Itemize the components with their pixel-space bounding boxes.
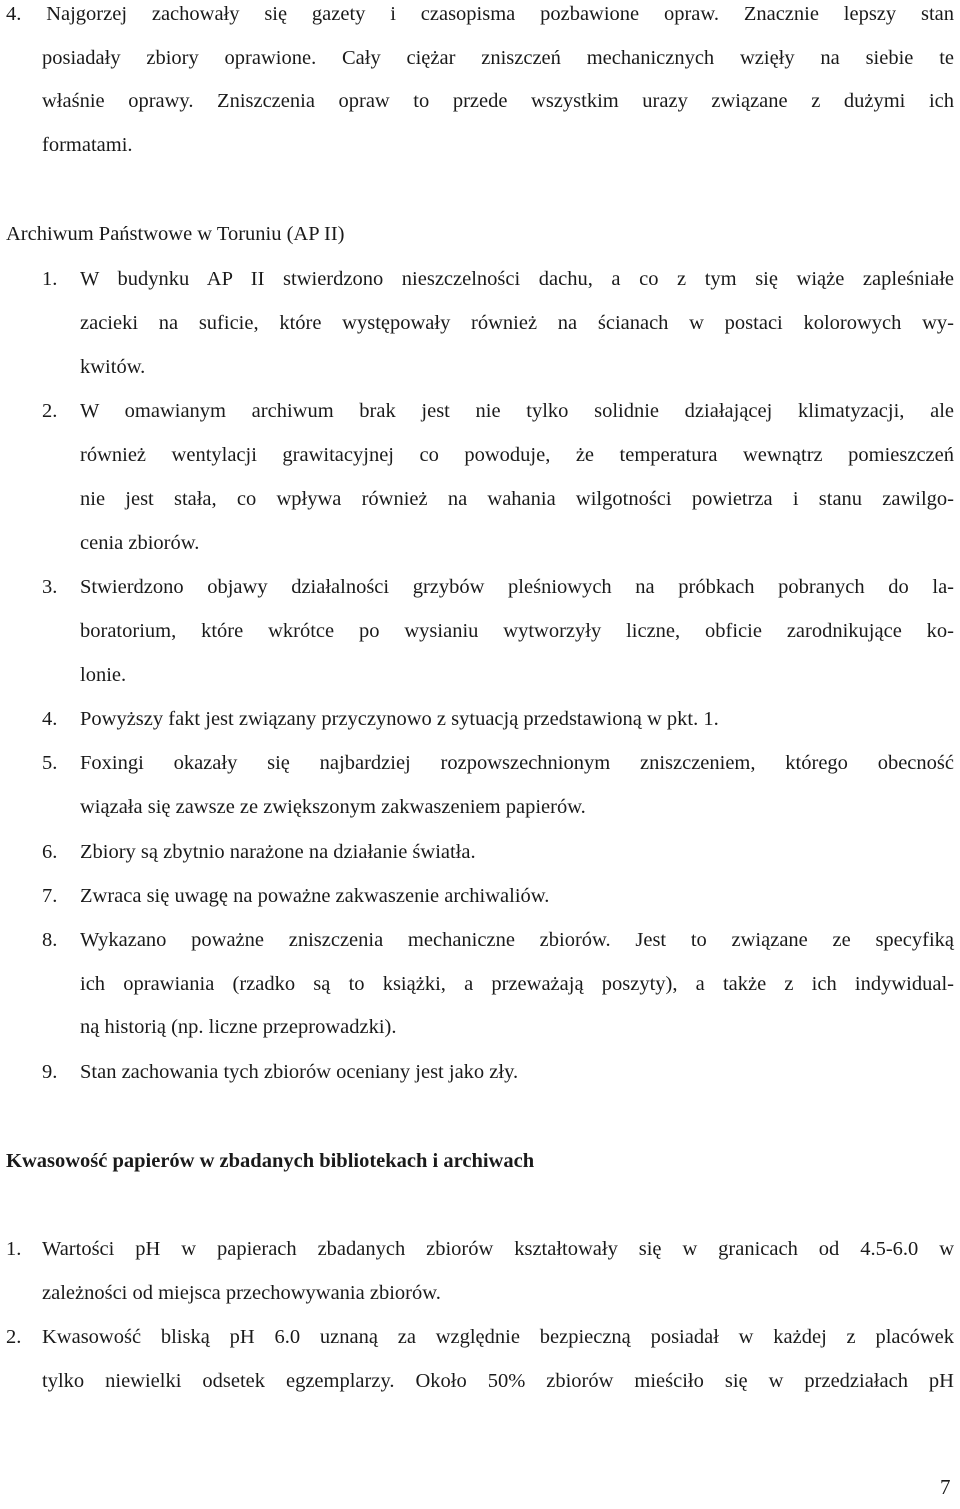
list-item-line: W budynku AP II stwierdzono nieszczelności dachu, a co z tym się wiąże zapleśniałe (80, 268, 954, 290)
list-item-line: zależności od miejsca przechowywania zbiorów. (42, 1282, 441, 1304)
list-item-line: kwitów. (80, 356, 146, 378)
text-line: 4. Najgorzej zachowały się gazety i czasopisma pozbawione opraw. Znacznie lepszy stan (6, 3, 954, 25)
list-number: 3. (42, 576, 58, 598)
list-item-line: Powyższy fakt jest związany przyczynowo z sytuacją przedstawioną w pkt. 1. (80, 708, 719, 730)
list-item-line: Wykazano poważne zniszczenia mechaniczne zbiorów. Jest to związane ze specyfiką (80, 929, 954, 951)
list-number: 1. (6, 1238, 22, 1260)
list-item-line: Kwasowość bliską pH 6.0 uznaną za względnie bezpieczną posiadał w każdej z placówek (42, 1326, 954, 1348)
list-item-line: boratorium, które wkrótce po wysianiu wytworzyły liczne, obficie zarodnikujące ko- (80, 620, 954, 642)
list-number: 1. (42, 268, 58, 290)
list-item-line: Stan zachowania tych zbiorów oceniany jest jako zły. (80, 1061, 519, 1083)
list-item-line: lonie. (80, 664, 127, 686)
list-item-line: ną historią (np. liczne przeprowadzki). (80, 1016, 397, 1038)
list-item-line: Wartości pH w papierach zbadanych zbiorów kształtowały się w granicach od 4.5-6.0 w (42, 1238, 954, 1260)
text-line: formatami. (42, 134, 133, 156)
text-line: posiadały zbiory oprawione. Cały ciężar zniszczeń mechanicznych wzięły na siebie te (42, 47, 954, 69)
list-number: 4. (42, 708, 58, 730)
list-item-line: Zwraca się uwagę na poważne zakwaszenie archiwaliów. (80, 885, 550, 907)
section-heading-acidity: Kwasowość papierów w zbadanych bibliotekach i archiwach (6, 1150, 535, 1172)
list-item-line: cenia zbiorów. (80, 532, 200, 554)
list-item-line: Foxingi okazały się najbardziej rozpowszechnionym zniszczeniem, którego obecność (80, 752, 954, 774)
list-item-line: nie jest stała, co wpływa również na wahania wilgotności powietrza i stanu zawilgo- (80, 488, 954, 510)
list-number: 5. (42, 752, 58, 774)
section-heading-archive: Archiwum Państwowe w Toruniu (AP II) (6, 223, 345, 245)
list-number: 9. (42, 1061, 58, 1083)
list-item-line: tylko niewielki odsetek egzemplarzy. Około 50% zbiorów mieściło się w przedziałach pH (42, 1370, 954, 1392)
list-item-line: zacieki na suficie, które występowały również na ścianach w postaci kolorowych wy- (80, 312, 954, 334)
list-number: 2. (42, 400, 58, 422)
list-item-line: ich oprawiania (rzadko są to książki, a przeważają poszyty), a także z ich indywidual- (80, 973, 954, 995)
list-number: 2. (6, 1326, 22, 1348)
list-item-line: również wentylacji grawitacyjnej co powoduje, że temperatura wewnątrz pomieszczeń (80, 444, 954, 466)
list-item-line: Stwierdzono objawy działalności grzybów pleśniowych na próbkach pobranych do la- (80, 576, 954, 598)
list-number: 8. (42, 929, 58, 951)
list-number: 7. (42, 885, 58, 907)
list-item-line: Zbiory są zbytnio narażone na działanie światła. (80, 841, 476, 863)
list-item-line: W omawianym archiwum brak jest nie tylko solidnie działającej klimatyzacji, ale (80, 400, 954, 422)
page-number: 7 (940, 1475, 951, 1499)
list-item-line: wiązała się zawsze ze zwiększonym zakwaszeniem papierów. (80, 796, 586, 818)
text-line: właśnie oprawy. Zniszczenia opraw to przede wszystkim urazy związane z dużymi ich (42, 90, 954, 112)
list-number: 6. (42, 841, 58, 863)
